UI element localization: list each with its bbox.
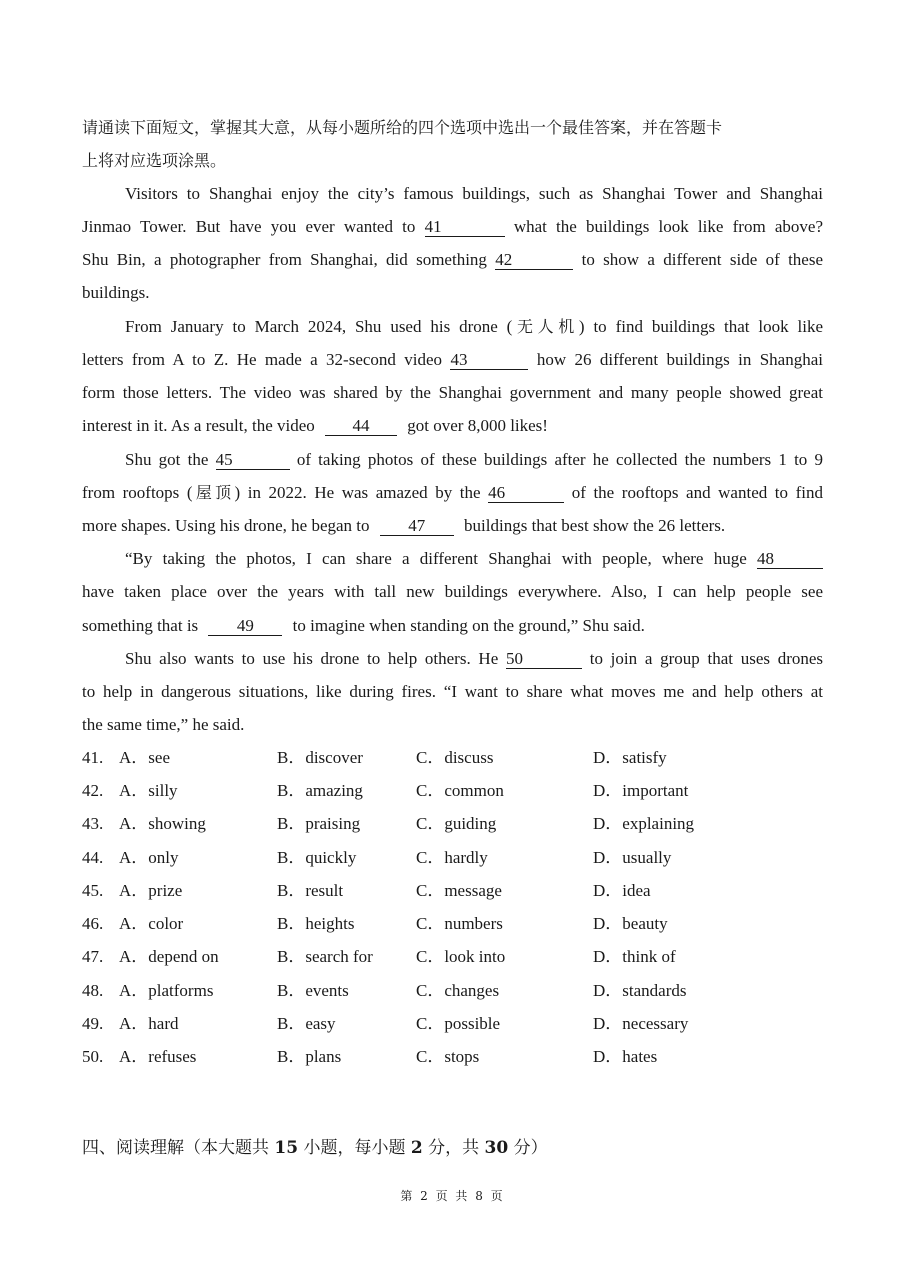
p1-line-4: buildings. xyxy=(82,283,150,302)
option-d[interactable]: D．standards xyxy=(593,981,687,1000)
option-c[interactable]: C．changes xyxy=(416,981,500,1000)
option-c[interactable]: C．stops xyxy=(416,1047,480,1066)
blank-41[interactable]: 41 xyxy=(425,218,505,237)
p4-line-1: “By taking the photos, I can share a different Shanghai with people, where huge 48 xyxy=(82,548,823,570)
option-row: 47. A．depend on B．search for C．look into D．think of xyxy=(82,947,676,966)
p5-line-3: the same time,” he said. xyxy=(82,715,245,734)
option-row: 48. A．platforms B．events C．changes D．standards xyxy=(82,981,687,1000)
option-a[interactable]: A．only xyxy=(119,848,179,867)
option-row: 44. A．only B．quickly C．hardly D．usually xyxy=(82,848,672,867)
option-row: 46. A．color B．heights C．numbers D．beauty xyxy=(82,914,668,933)
blank-43[interactable]: 43 xyxy=(450,351,528,370)
option-a[interactable]: A．hard xyxy=(119,1014,179,1033)
option-row: 50. A．refuses B．plans C．stops D．hates xyxy=(82,1047,658,1066)
blank-44[interactable]: 44 xyxy=(325,417,397,436)
p2-line-1: From January to March 2024, Shu used his drone (无人机) to find buildings that look like xyxy=(125,317,823,336)
blank-48[interactable]: 48 xyxy=(757,550,823,569)
blank-45[interactable]: 45 xyxy=(216,451,290,470)
option-d[interactable]: D．idea xyxy=(593,881,651,900)
option-b[interactable]: B．plans xyxy=(277,1047,342,1066)
option-a[interactable]: A．color xyxy=(119,914,184,933)
option-a[interactable]: A．prize xyxy=(119,881,183,900)
option-b[interactable]: B．events xyxy=(277,981,349,1000)
p1-line-1: Visitors to Shanghai enjoy the city’s famous buildings, such as Shanghai Tower and Shanghai xyxy=(125,184,823,203)
p3-line-3: more shapes. Using his drone, he began to 47 buildings that best show the 26 letters. xyxy=(82,516,726,535)
instructions-line-2: 上将对应选项涂黑。 xyxy=(82,151,227,170)
p1-line-3: Shu Bin, a photographer from Shanghai, did something 42 to show a different side of these xyxy=(82,250,823,269)
blank-50[interactable]: 50 xyxy=(506,650,582,669)
option-d[interactable]: D．necessary xyxy=(593,1014,689,1033)
blank-47[interactable]: 47 xyxy=(380,517,454,536)
option-d[interactable]: D．usually xyxy=(593,848,672,867)
option-d[interactable]: D．satisfy xyxy=(593,748,667,767)
option-b[interactable]: B．quickly xyxy=(277,848,357,867)
p2-line-3: form those letters. The video was shared by the Shanghai government and many people showed great xyxy=(82,383,823,402)
option-b[interactable]: B．search for xyxy=(277,947,373,966)
option-c[interactable]: C．message xyxy=(416,881,502,900)
option-b[interactable]: B．easy xyxy=(277,1014,336,1033)
option-c[interactable]: C．discuss xyxy=(416,748,494,767)
p5-line-2: to help in dangerous situations, like during fires. “I want to share what moves me and help others at xyxy=(82,682,823,701)
option-row: 41. A．see B．discover C．discuss D．satisfy xyxy=(82,748,667,767)
option-d[interactable]: D．think of xyxy=(593,947,676,966)
option-b[interactable]: B．praising xyxy=(277,814,361,833)
option-a[interactable]: A．silly xyxy=(119,781,178,800)
blank-49[interactable]: 49 xyxy=(208,617,282,636)
section-heading: 四、阅读理解（本大题共 15 小题，每小题 2 分，共 30 分） xyxy=(82,1138,548,1158)
option-c[interactable]: C．look into xyxy=(416,947,506,966)
page-footer: 第 2 页 共 8 页 xyxy=(400,1189,505,1203)
option-c[interactable]: C．common xyxy=(416,781,504,800)
p4-line-2: have taken place over the years with tall new buildings everywhere. Also, I can help people see xyxy=(82,582,823,601)
option-a[interactable]: A．see xyxy=(119,748,170,767)
option-a[interactable]: A．showing xyxy=(119,814,206,833)
option-c[interactable]: C．numbers xyxy=(416,914,503,933)
p3-line-1: Shu got the 45 of taking photos of these buildings after he collected the numbers 1 to 9 xyxy=(125,450,824,469)
instructions-line-1: 请通读下面短文，掌握其大意，从每小题所给的四个选项中选出一个最佳答案，并在答题卡 xyxy=(82,118,723,137)
option-row: 42. A．silly B．amazing C．common D．important xyxy=(82,781,689,800)
option-a[interactable]: A．refuses xyxy=(119,1047,197,1066)
option-row: 43. A．showing B．praising C．guiding D．explaining xyxy=(82,814,695,833)
option-a[interactable]: A．depend on xyxy=(119,947,219,966)
option-c[interactable]: C．guiding xyxy=(416,814,497,833)
option-b[interactable]: B．result xyxy=(277,881,344,900)
option-d[interactable]: D．hates xyxy=(593,1047,658,1066)
option-d[interactable]: D．explaining xyxy=(593,814,695,833)
option-a[interactable]: A．platforms xyxy=(119,981,214,1000)
option-row: 45. A．prize B．result C．message D．idea xyxy=(82,881,651,900)
option-row: 49. A．hard B．easy C．possible D．necessary xyxy=(82,1014,689,1033)
option-b[interactable]: B．amazing xyxy=(277,781,363,800)
option-c[interactable]: C．possible xyxy=(416,1014,501,1033)
option-b[interactable]: B．heights xyxy=(277,914,355,933)
option-b[interactable]: B．discover xyxy=(277,748,363,767)
p5-line-1: Shu also wants to use his drone to help others. He 50 to join a group that uses drones xyxy=(125,649,824,668)
p2-line-4: interest in it. As a result, the video 44 got over 8,000 likes! xyxy=(82,416,548,435)
option-d[interactable]: D．beauty xyxy=(593,914,668,933)
option-d[interactable]: D．important xyxy=(593,781,689,800)
option-c[interactable]: C．hardly xyxy=(416,848,488,867)
p4-line-3: something that is 49 to imagine when standing on the ground,” Shu said. xyxy=(82,616,645,635)
p3-line-2: from rooftops (屋顶) in 2022. He was amazed by the 46 of the rooftops and wanted to find xyxy=(82,483,823,502)
blank-42[interactable]: 42 xyxy=(495,251,573,270)
p1-line-2: Jinmao Tower. But have you ever wanted to 41 what the buildings look like from above? xyxy=(82,217,824,236)
p2-line-2: letters from A to Z. He made a 32-second video 43 how 26 different buildings in Shanghai xyxy=(82,350,824,369)
blank-46[interactable]: 46 xyxy=(488,484,564,503)
